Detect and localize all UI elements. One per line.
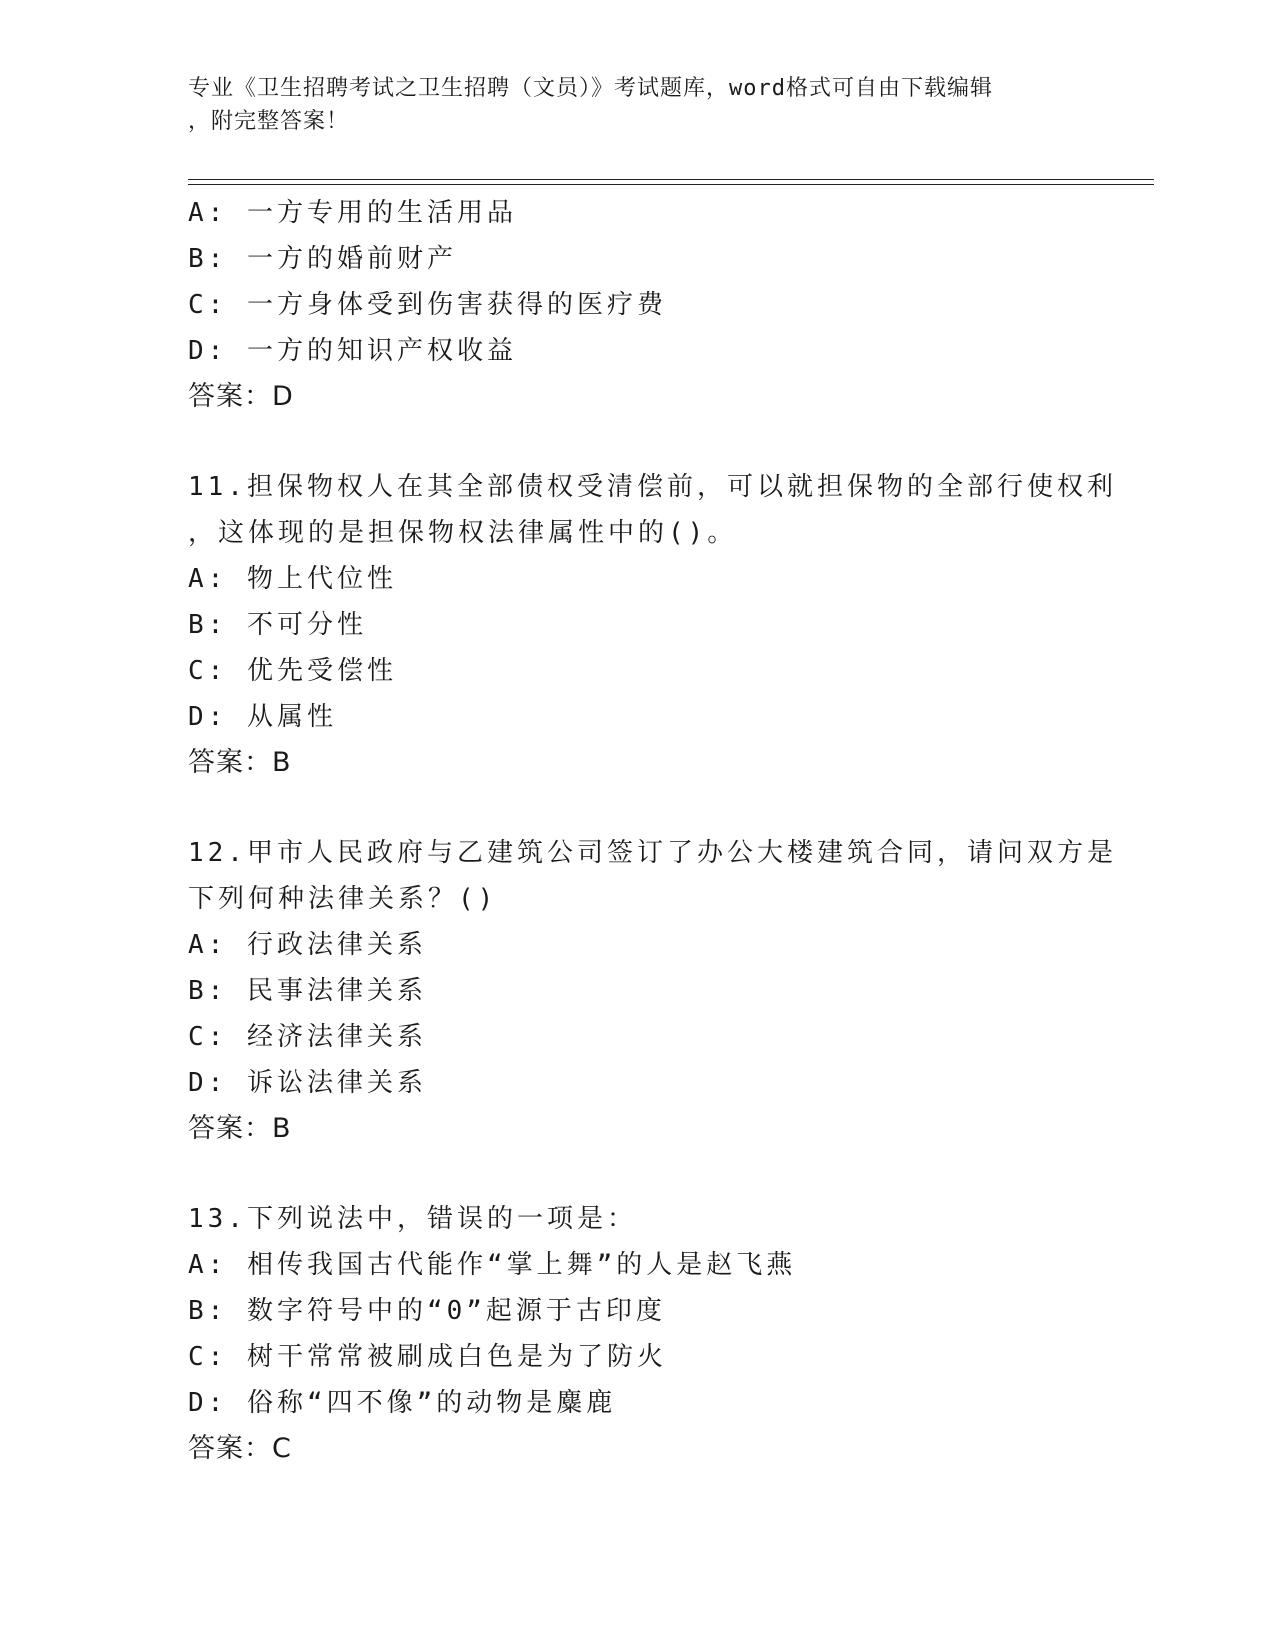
option-b: B: 数字符号中的“0”起源于古印度 <box>188 1296 666 1326</box>
question-stem-line-2: 下列何种法律关系？() <box>188 884 498 914</box>
option-a: A: 相传我国古代能作“掌上舞”的人是赵飞燕 <box>188 1250 797 1280</box>
option-b: B: 一方的婚前财产 <box>188 244 457 274</box>
document-header <box>188 72 1088 138</box>
option-c: C: 优先受偿性 <box>188 656 397 686</box>
answer: 答案：B <box>188 1113 292 1144</box>
spacer <box>188 786 1088 830</box>
header-divider-bottom <box>188 184 1154 185</box>
question-11 <box>188 464 1117 786</box>
option-c: C: 经济法律关系 <box>188 1022 427 1052</box>
header-divider-top <box>188 179 1154 180</box>
option-d: D: 从属性 <box>188 702 337 732</box>
question-stem-line-2: ，这体现的是担保物权法律属性中的()。 <box>188 518 738 548</box>
option-a: A: 行政法律关系 <box>188 930 427 960</box>
question-stem-line-1: 12.甲市人民政府与乙建筑公司签订了办公大楼建筑合同，请问双方是 <box>188 838 1117 868</box>
answer: 答案：B <box>188 747 292 778</box>
question-13 <box>188 1196 1088 1472</box>
option-a: A: 一方专用的生活用品 <box>188 198 517 228</box>
question-10-partial <box>188 190 1088 420</box>
spacer <box>188 1152 1088 1196</box>
option-d: D: 俗称“四不像”的动物是麋鹿 <box>188 1388 617 1418</box>
answer: 答案：C <box>188 1433 292 1464</box>
option-c: C: 树干常常被刷成白色是为了防火 <box>188 1342 667 1372</box>
question-12 <box>188 830 1117 1152</box>
option-d: D: 一方的知识产权收益 <box>188 336 517 366</box>
answer: 答案：D <box>188 381 294 412</box>
question-stem-line-1: 11.担保物权人在其全部债权受清偿前，可以就担保物的全部行使权利 <box>188 472 1117 502</box>
option-c: C: 一方身体受到伤害获得的医疗费 <box>188 290 667 320</box>
option-b: B: 民事法律关系 <box>188 976 427 1006</box>
option-b: B: 不可分性 <box>188 610 367 640</box>
spacer <box>188 420 1088 464</box>
option-d: D: 诉讼法律关系 <box>188 1068 427 1098</box>
question-list <box>188 190 1117 1472</box>
option-a: A: 物上代位性 <box>188 564 397 594</box>
header-line-1: 专业《卫生招聘考试之卫生招聘（文员）》考试题库，word格式可自由下载编辑 <box>188 76 993 101</box>
question-stem-line-1: 13.下列说法中，错误的一项是： <box>188 1204 637 1234</box>
header-line-2: ，附完整答案！ <box>188 109 350 134</box>
